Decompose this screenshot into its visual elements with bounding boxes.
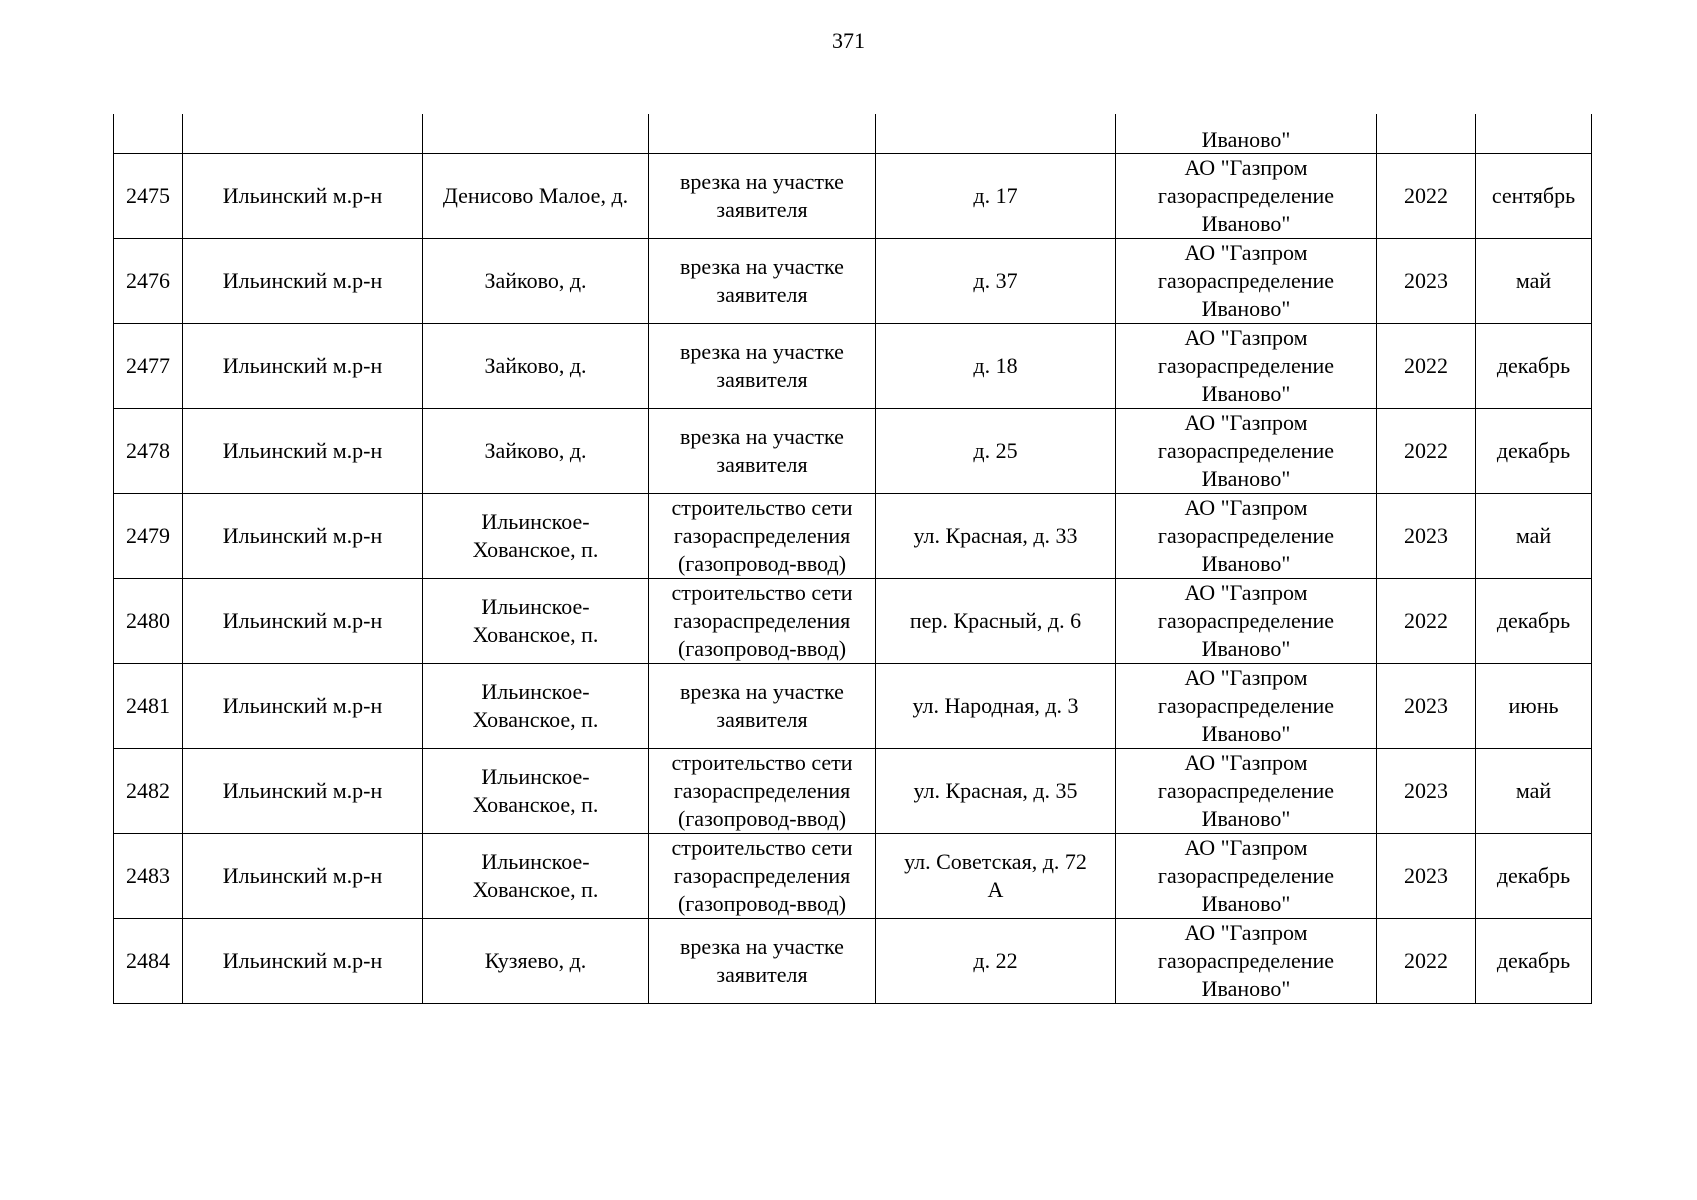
table-row — [114, 578, 1592, 663]
cell-organization: АО "Газпром газораспределение Иваново" — [1116, 408, 1377, 493]
cell-year: 2022 — [1377, 323, 1476, 408]
cell-settlement: Ильинское- Хованское, п. — [423, 833, 649, 918]
cell-organization: АО "Газпром газораспределение Иваново" — [1116, 493, 1377, 578]
cell-number: 2477 — [114, 323, 183, 408]
table-body — [114, 114, 1592, 1003]
gasification-table — [113, 114, 1592, 1004]
cell-district: Ильинский м.р-н — [183, 833, 423, 918]
cell-month: декабрь — [1476, 833, 1592, 918]
cell-address: д. 25 — [876, 408, 1116, 493]
cont-cell-district — [183, 114, 423, 153]
cell-year: 2023 — [1377, 748, 1476, 833]
cell-year: 2022 — [1377, 918, 1476, 1003]
cell-month: декабрь — [1476, 578, 1592, 663]
cell-number: 2482 — [114, 748, 183, 833]
cell-work-type: строительство сети газораспределения (газопровод-ввод) — [649, 748, 876, 833]
cell-year: 2022 — [1377, 153, 1476, 238]
cell-address: д. 18 — [876, 323, 1116, 408]
cell-district: Ильинский м.р-н — [183, 323, 423, 408]
table-row — [114, 663, 1592, 748]
cell-month: декабрь — [1476, 323, 1592, 408]
table-row — [114, 153, 1592, 238]
cell-year: 2023 — [1377, 833, 1476, 918]
cell-year: 2023 — [1377, 493, 1476, 578]
cell-year: 2022 — [1377, 578, 1476, 663]
gasification-table-wrapper — [113, 114, 1592, 1004]
table-row — [114, 833, 1592, 918]
cell-work-type: врезка на участке заявителя — [649, 918, 876, 1003]
cell-work-type: врезка на участке заявителя — [649, 408, 876, 493]
cell-work-type: врезка на участке заявителя — [649, 323, 876, 408]
cell-work-type: врезка на участке заявителя — [649, 153, 876, 238]
cell-organization: АО "Газпром газораспределение Иваново" — [1116, 663, 1377, 748]
table-row — [114, 323, 1592, 408]
cell-work-type: строительство сети газораспределения (газопровод-ввод) — [649, 493, 876, 578]
cell-address: д. 37 — [876, 238, 1116, 323]
cell-number: 2483 — [114, 833, 183, 918]
cell-organization: АО "Газпром газораспределение Иваново" — [1116, 833, 1377, 918]
cell-month: май — [1476, 493, 1592, 578]
cell-settlement: Зайково, д. — [423, 323, 649, 408]
cell-month: декабрь — [1476, 408, 1592, 493]
cell-number: 2480 — [114, 578, 183, 663]
table-row — [114, 238, 1592, 323]
cell-month: декабрь — [1476, 918, 1592, 1003]
cell-work-type: врезка на участке заявителя — [649, 238, 876, 323]
table-row — [114, 408, 1592, 493]
table-row — [114, 748, 1592, 833]
cell-year: 2023 — [1377, 238, 1476, 323]
cont-cell-work — [649, 114, 876, 153]
cont-cell-settlement — [423, 114, 649, 153]
cell-number: 2479 — [114, 493, 183, 578]
cell-year: 2022 — [1377, 408, 1476, 493]
cell-organization: АО "Газпром газораспределение Иваново" — [1116, 323, 1377, 408]
cell-address: д. 17 — [876, 153, 1116, 238]
cell-address: ул. Народная, д. 3 — [876, 663, 1116, 748]
cell-settlement: Ильинское- Хованское, п. — [423, 663, 649, 748]
cell-address: ул. Красная, д. 35 — [876, 748, 1116, 833]
cont-cell-num — [114, 114, 183, 153]
cell-month: сентябрь — [1476, 153, 1592, 238]
cell-district: Ильинский м.р-н — [183, 238, 423, 323]
page-number: 371 — [832, 28, 865, 53]
cont-cell-address — [876, 114, 1116, 153]
cell-district: Ильинский м.р-н — [183, 918, 423, 1003]
cell-year: 2023 — [1377, 663, 1476, 748]
cell-address: д. 22 — [876, 918, 1116, 1003]
cell-district: Ильинский м.р-н — [183, 408, 423, 493]
table-row — [114, 918, 1592, 1003]
cell-district: Ильинский м.р-н — [183, 578, 423, 663]
cell-district: Ильинский м.р-н — [183, 493, 423, 578]
cell-settlement: Денисово Малое, д. — [423, 153, 649, 238]
cell-settlement: Зайково, д. — [423, 238, 649, 323]
cell-organization: АО "Газпром газораспределение Иваново" — [1116, 153, 1377, 238]
cell-month: май — [1476, 748, 1592, 833]
cell-month: июнь — [1476, 663, 1592, 748]
cell-settlement: Ильинское- Хованское, п. — [423, 748, 649, 833]
cell-organization: АО "Газпром газораспределение Иваново" — [1116, 238, 1377, 323]
cell-number: 2481 — [114, 663, 183, 748]
cell-district: Ильинский м.р-н — [183, 748, 423, 833]
cell-work-type: строительство сети газораспределения (газопровод-ввод) — [649, 833, 876, 918]
cell-work-type: строительство сети газораспределения (газопровод-ввод) — [649, 578, 876, 663]
cell-work-type: врезка на участке заявителя — [649, 663, 876, 748]
cell-number: 2475 — [114, 153, 183, 238]
cell-address: ул. Красная, д. 33 — [876, 493, 1116, 578]
cell-address: ул. Советская, д. 72 А — [876, 833, 1116, 918]
cell-number: 2484 — [114, 918, 183, 1003]
cell-settlement: Ильинское- Хованское, п. — [423, 578, 649, 663]
cell-settlement: Кузяево, д. — [423, 918, 649, 1003]
table-row — [114, 493, 1592, 578]
cell-settlement: Ильинское- Хованское, п. — [423, 493, 649, 578]
cell-number: 2476 — [114, 238, 183, 323]
cont-cell-month — [1476, 114, 1592, 153]
cell-organization: АО "Газпром газораспределение Иваново" — [1116, 578, 1377, 663]
continuation-row — [114, 114, 1592, 153]
cell-month: май — [1476, 238, 1592, 323]
cont-cell-year — [1377, 114, 1476, 153]
cell-settlement: Зайково, д. — [423, 408, 649, 493]
cont-cell-org: Иваново" — [1116, 114, 1377, 153]
cell-district: Ильинский м.р-н — [183, 663, 423, 748]
cell-organization: АО "Газпром газораспределение Иваново" — [1116, 748, 1377, 833]
cell-address: пер. Красный, д. 6 — [876, 578, 1116, 663]
cell-organization: АО "Газпром газораспределение Иваново" — [1116, 918, 1377, 1003]
cell-district: Ильинский м.р-н — [183, 153, 423, 238]
cell-number: 2478 — [114, 408, 183, 493]
